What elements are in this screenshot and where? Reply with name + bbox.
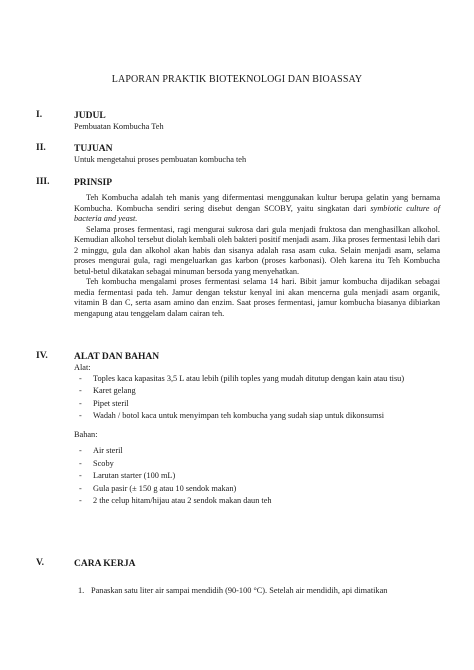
- list-item: - Larutan starter (100 mL): [79, 471, 176, 480]
- prinsip-paragraph-1-main: Teh Kombucha adalah teh manis yang difermentasi menggunakan kultur berupa gelatin yang bernama Kombucha. Kombucha sendiri sering disebut dengan SCOBY, yaitu singkatan dari: [74, 193, 440, 213]
- list-item: 1. Panaskan satu liter air sampai mendidih (90-100 °C). Setelah air mendidih, api dimatikan: [78, 586, 388, 595]
- list-item: - Pipet steril: [79, 398, 129, 408]
- document-title: LAPORAN PRAKTIK BIOTEKNOLOGI DAN BIOASSAY: [111, 74, 363, 85]
- section-heading: TUJUAN: [74, 144, 113, 154]
- section-text: Untuk mengetahui proses pembuatan kombucha teh: [74, 155, 247, 164]
- list-item: - Scoby: [79, 458, 114, 468]
- section-number: V.: [36, 558, 45, 568]
- section-number: I.: [36, 110, 43, 120]
- list-item: - 2 the celup hitam/hijau atau 2 sendok makan daun teh: [79, 496, 272, 505]
- section-heading: ALAT DAN BAHAN: [74, 352, 160, 362]
- prinsip-paragraph-1: [74, 193, 440, 225]
- bahan-label: Bahan:: [74, 429, 98, 439]
- section-number: III.: [36, 177, 50, 187]
- section-heading: PRINSIP: [74, 178, 113, 188]
- section-heading: JUDUL: [74, 111, 106, 121]
- cara-kerja-list: [74, 586, 440, 597]
- list-item: - Karet gelang: [79, 386, 136, 395]
- alat-list: [74, 374, 440, 422]
- list-item: - Toples kaca kapasitas 3,5 L atau lebih (pilih toples yang mudah ditutup dengan kain atau tisu): [79, 373, 405, 383]
- section-text: Pembuatan Kombucha Teh: [74, 122, 164, 131]
- section-number: IV.: [36, 351, 48, 361]
- list-item: - Air steril: [79, 446, 123, 455]
- section-heading: CARA KERJA: [74, 559, 136, 569]
- prinsip-paragraph-3: Teh kombucha mengalami proses fermentasi selama 14 hari. Bibit jamur kombucha dijadikan sebagai media fermentasi pada teh. Jamur dengan tekstur kenyal ini akan mencerna gula menjadi asam organik, vitamin B dan C, serta asam amino dan enzim. Saat proses fermentasi, jamur kombucha biasanya dibiarkan mengapung atau tenggelam dalam cairan teh.: [74, 277, 440, 318]
- list-item: - Gula pasir (± 150 g atau 10 sendok makan): [79, 483, 237, 493]
- bahan-list: [74, 446, 440, 507]
- list-item: - Wadah / botol kaca untuk menyimpan teh kombucha yang sudah siap untuk dikonsumsi: [79, 411, 385, 420]
- prinsip-paragraph-1-italic: symbiotic culture of bacteria and yeast.: [74, 203, 441, 223]
- prinsip-paragraph-2: Selama proses fermentasi, ragi mengurai sukrosa dari gula menjadi fruktosa dan menghasilkan alkohol. Kemudian alkohol tersebut diolah kembali oleh bakteri positif menjadi asam. Jika proses fermentasi lebih dari 2 minggu, gula dan alkohol akan habis dan sisanya adalah rasa asam cuka. Selain menjadi asam, selama proses mengurai gula, ragi mengeluarkan gas karbon (proses karbonasi). Oleh karena itu Teh Kombucha betul-betul dikatakan sebagai minuman bersoda yang menyehatkan.: [74, 224, 440, 276]
- section-number: II.: [36, 143, 46, 153]
- alat-label: Alat:: [74, 363, 91, 372]
